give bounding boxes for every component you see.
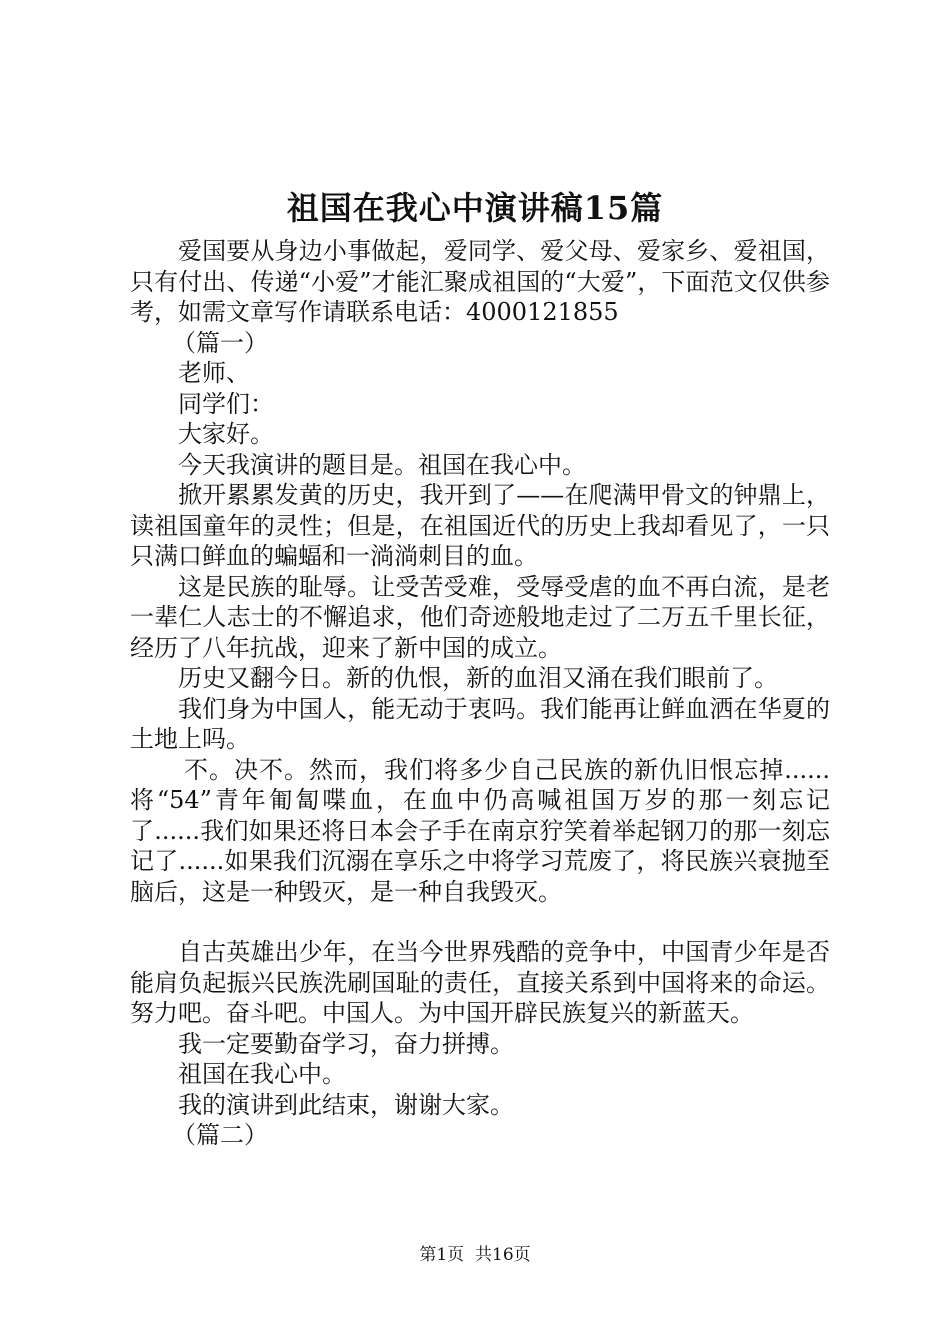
history-paragraph: 掀开累累发黄的历史，我开到了——在爬满甲骨文的钟鼎上，读祖国童年的灵性；但是，在祖国近代的历史上我却看见了，一只只满口鲜血的蝙蝠和一淌淌刺目的血。: [130, 481, 830, 570]
page-number: 第1页: [419, 1245, 465, 1265]
greeting: 大家好。: [178, 420, 274, 448]
document-title: 祖国在我心中演讲稿15篇: [286, 189, 664, 227]
section-heading-1: （篇一）: [172, 328, 268, 357]
salutation-students: 同学们：: [178, 389, 274, 418]
topic-paragraph: 今天我演讲的题目是。祖国在我心中。: [178, 450, 586, 479]
question-paragraph: 我们身为中国人，能无动于衷吗。我们能再让鲜血洒在华夏的土地上吗。: [130, 694, 830, 753]
page-total: 共16页: [475, 1245, 531, 1265]
study-paragraph: 我一定要勤奋学习，奋力拼搏。: [178, 1029, 514, 1058]
closing-paragraph: 我的演讲到此结束，谢谢大家。: [178, 1090, 514, 1119]
today-paragraph: 历史又翻今日。新的仇恨，新的血泪又涌在我们眼前了。: [178, 664, 778, 692]
youth-paragraph: 自古英雄出少年，在当今世界残酷的竞争中，中国青少年是否能肩负起振兴民族洗刷国耻的责任，直接关系到中国将来的命运。努力吧。奋斗吧。中国人。为中国开辟民族复兴的新蓝天。: [130, 938, 830, 1027]
motherland-paragraph: 祖国在我心中。: [178, 1060, 346, 1088]
shame-paragraph: 这是民族的耻辱。让受苦受难，受辱受虐的血不再白流，是老一辈仁人志士的不懈追求，他们奇迹般地走过了二万五千里长征，经历了八年抗战，迎来了新中国的成立。: [130, 572, 830, 662]
page-footer: [0, 1243, 950, 1267]
never-paragraph: 不。决不。然而，我们将多少自己民族的新仇旧恨忘掉......将“54”青年匍匐喋血，在血中仍高喊祖国万岁的那一刻忘记了......我们如果还将日本会子手在南京狞笑着举起钢刀的那一刻忘记了......如果我们沉溺在享乐之中将学习荒废了，将民族兴衰抛至脑后，这是一种毁灭，是一种自我毁灭。: [130, 755, 830, 906]
section-heading-2: （篇二）: [172, 1121, 268, 1149]
salutation-teachers: 老师、: [178, 359, 250, 387]
intro-paragraph: 爱国要从身边小事做起，爱同学、爱父母、爱家乡、爱祖国，只有付出、传递“小爱”才能汇聚成祖国的“大爱”，下面范文仅供参考，如需文章写作请联系电话：4000121855: [130, 237, 830, 326]
document-body: [130, 236, 830, 1151]
